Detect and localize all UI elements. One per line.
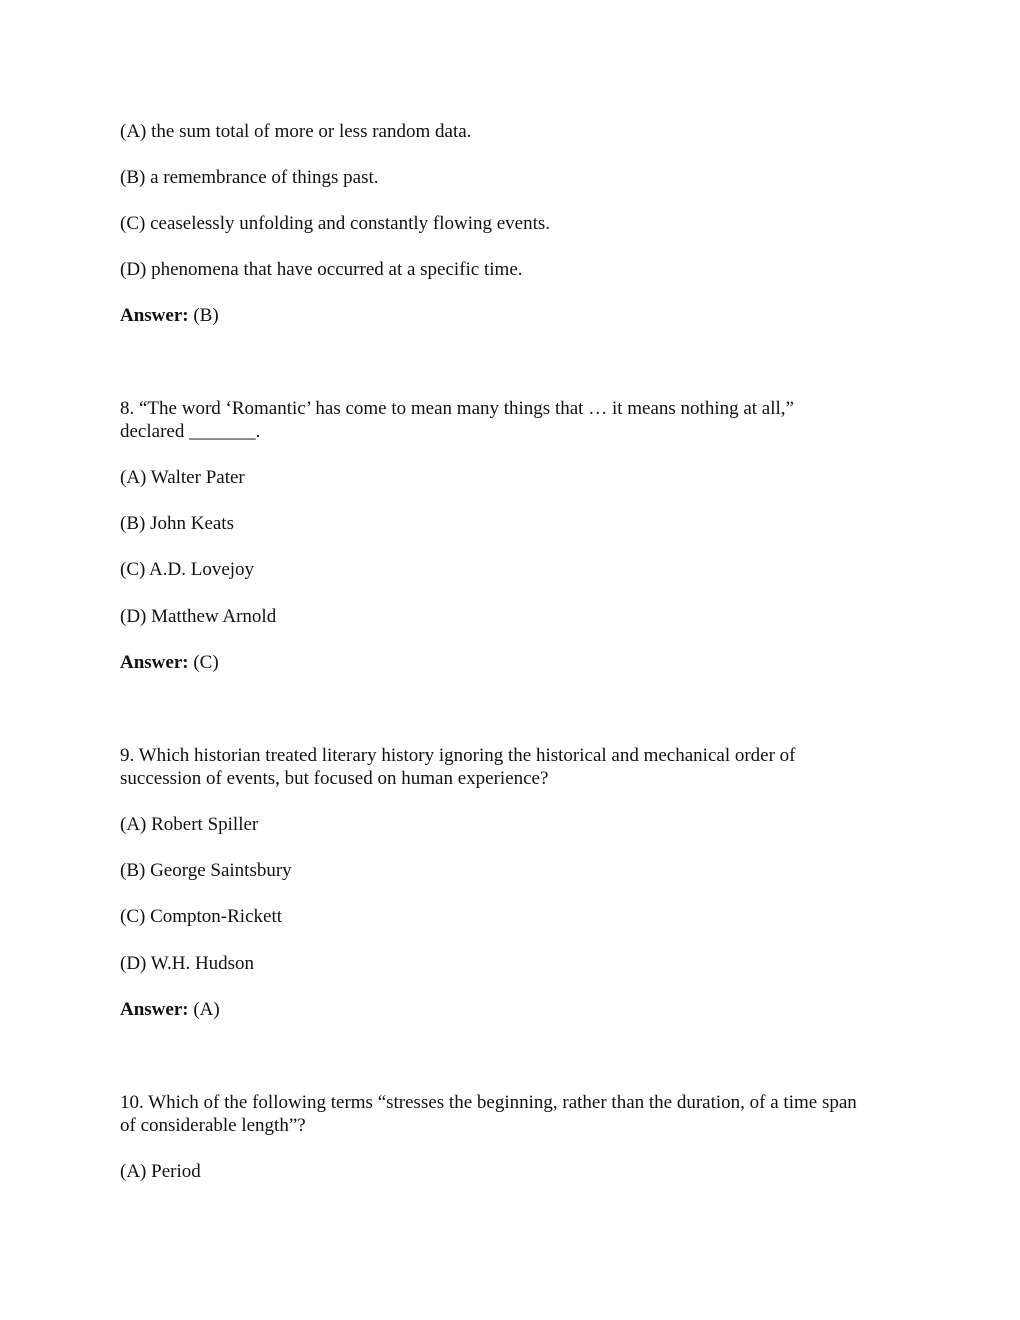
option-a: (A) Walter Pater <box>120 467 245 488</box>
answer-label: Answer: <box>120 999 189 1020</box>
answer-label: Answer: <box>120 652 189 673</box>
answer <box>120 998 220 1021</box>
answer <box>120 304 219 327</box>
question-text-line: succession of events, but focused on human experience? <box>120 768 549 789</box>
option-c: (C) Compton-Rickett <box>120 906 283 927</box>
option-c: (C) A.D. Lovejoy <box>120 559 255 580</box>
answer-label: Answer: <box>120 305 189 326</box>
option-c: (C) ceaselessly unfolding and constantly flowing events. <box>120 213 551 234</box>
option-d: (D) phenomena that have occurred at a specific time. <box>120 259 523 280</box>
answer-value: (C) <box>193 652 219 673</box>
answer-value: (A) <box>193 999 220 1020</box>
option-d: (D) W.H. Hudson <box>120 953 255 974</box>
option-a: (A) the sum total of more or less random data. <box>120 121 472 142</box>
option-a: (A) Robert Spiller <box>120 814 259 835</box>
question-text-line: 10. Which of the following terms “stresses the beginning, rather than the duration, of a time span <box>120 1092 857 1113</box>
question-text-line: 9. Which historian treated literary history ignoring the historical and mechanical order of <box>120 745 796 766</box>
question-text-line: declared _______. <box>120 421 261 442</box>
option-d: (D) Matthew Arnold <box>120 606 277 627</box>
option-b: (B) John Keats <box>120 513 234 534</box>
question-text-line: of considerable length”? <box>120 1115 306 1136</box>
option-a: (A) Period <box>120 1161 201 1182</box>
option-b: (B) a remembrance of things past. <box>120 167 379 188</box>
question-text-line: 8. “The word ‘Romantic’ has come to mean many things that … it means nothing at all,” <box>120 398 794 419</box>
answer-value: (B) <box>193 305 219 326</box>
answer <box>120 651 219 674</box>
option-b: (B) George Saintsbury <box>120 860 292 881</box>
